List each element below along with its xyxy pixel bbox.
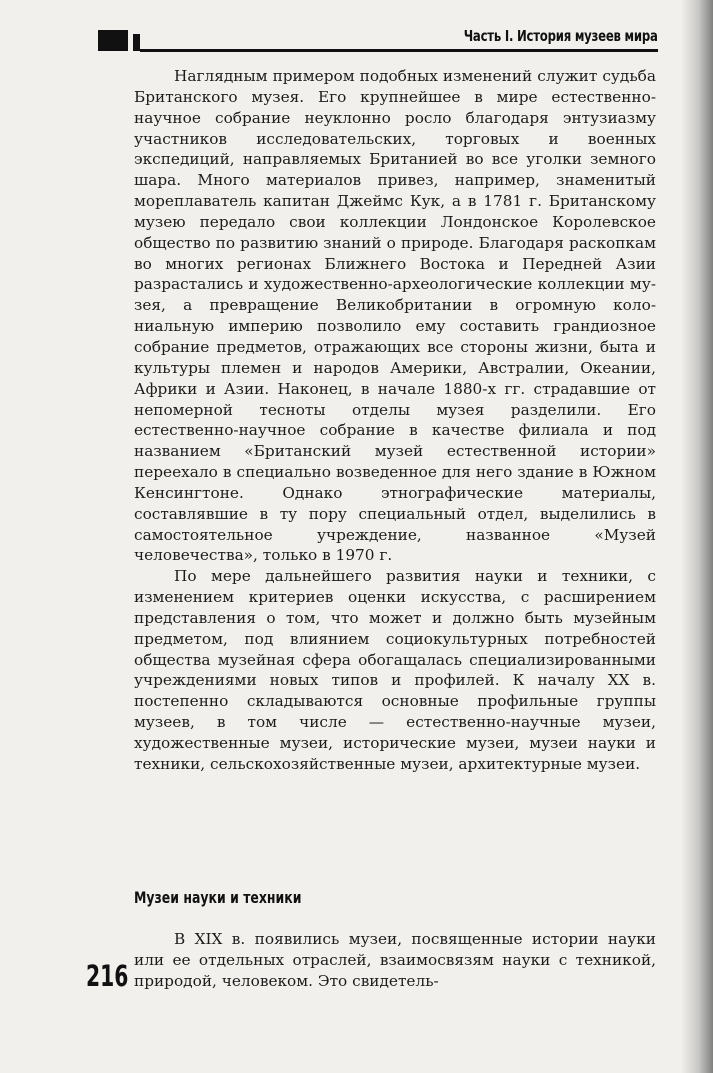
page-number: 216	[86, 959, 129, 993]
paragraph: В XIX в. появились музеи, посвященные истории науки или ее отдельных отраслей, взаимосвязям науки с техникой, природой, человеком. Это свидетель-	[134, 930, 656, 990]
paragraph: По мере дальнейшего развития науки и техники, с изменением критериев оценки искусства, с расширением представления о том, что может и должно быть музейным предметом, под влиянием социокультурных потребностей общества музейная сфера обогащалась специализированными учреждениями новых типов и профилей. К началу XX в. постепенно складываются основные профильные группы музеев, в том числе — естественно-научные музеи, художественные музеи, исторические музеи, музеи науки и техники, сельскохозяйственные музеи, архитектурные музеи.	[134, 567, 656, 773]
scan-edge-shadow	[681, 0, 713, 1073]
header-black-bar	[98, 30, 128, 51]
page-header	[98, 22, 658, 56]
header-rule	[140, 49, 658, 52]
running-head: Часть I. История музеев мира	[464, 27, 658, 45]
section-heading: Музеи науки и техники	[134, 888, 302, 907]
header-black-bar-small	[133, 34, 140, 51]
paragraph: Наглядным примером подобных изменений служит судьба Британского музея. Его крупнейшее в мире естественно-научное собрание неуклонно росло благодаря энтузиазму участников исследовательских, торговых и военных экспедиций, направляемых Британией во все уголки земного шара. Много материалов привез, например, знаменитый мореплаватель капитан Джеймс Кук, а в 1781 г. Британскому музею передало свои коллекции Лондонское Королевское общество по развитию знаний о природе. Благодаря раскопкам во многих регионах Ближнего Востока и Передней Азии разрастались и художественно-археологические коллекции музея, а превращение Великобритании в огромную колониальную империю позволило ему составить грандиозное собрание предметов, отражающих все стороны жизни, быта и культуры племен и народов Америки, Австралии, Океании, Африки и Азии. Наконец, в начале 1880-х гг. страдавшие от непомерной тесноты отделы музея разделили. Его естественно-научное собрание в качестве филиала и под названием «Британский музей естественной истории» переехало в специально возведенное для него здание в Южном Кенсингтоне. Однако этнографические материалы, составлявшие в ту пору специальный отдел, выделились в самостоятельное учреждение, названное «Музей человечества», только в 1970 г.	[134, 67, 656, 565]
section-text	[134, 929, 656, 992]
main-text	[134, 66, 656, 775]
